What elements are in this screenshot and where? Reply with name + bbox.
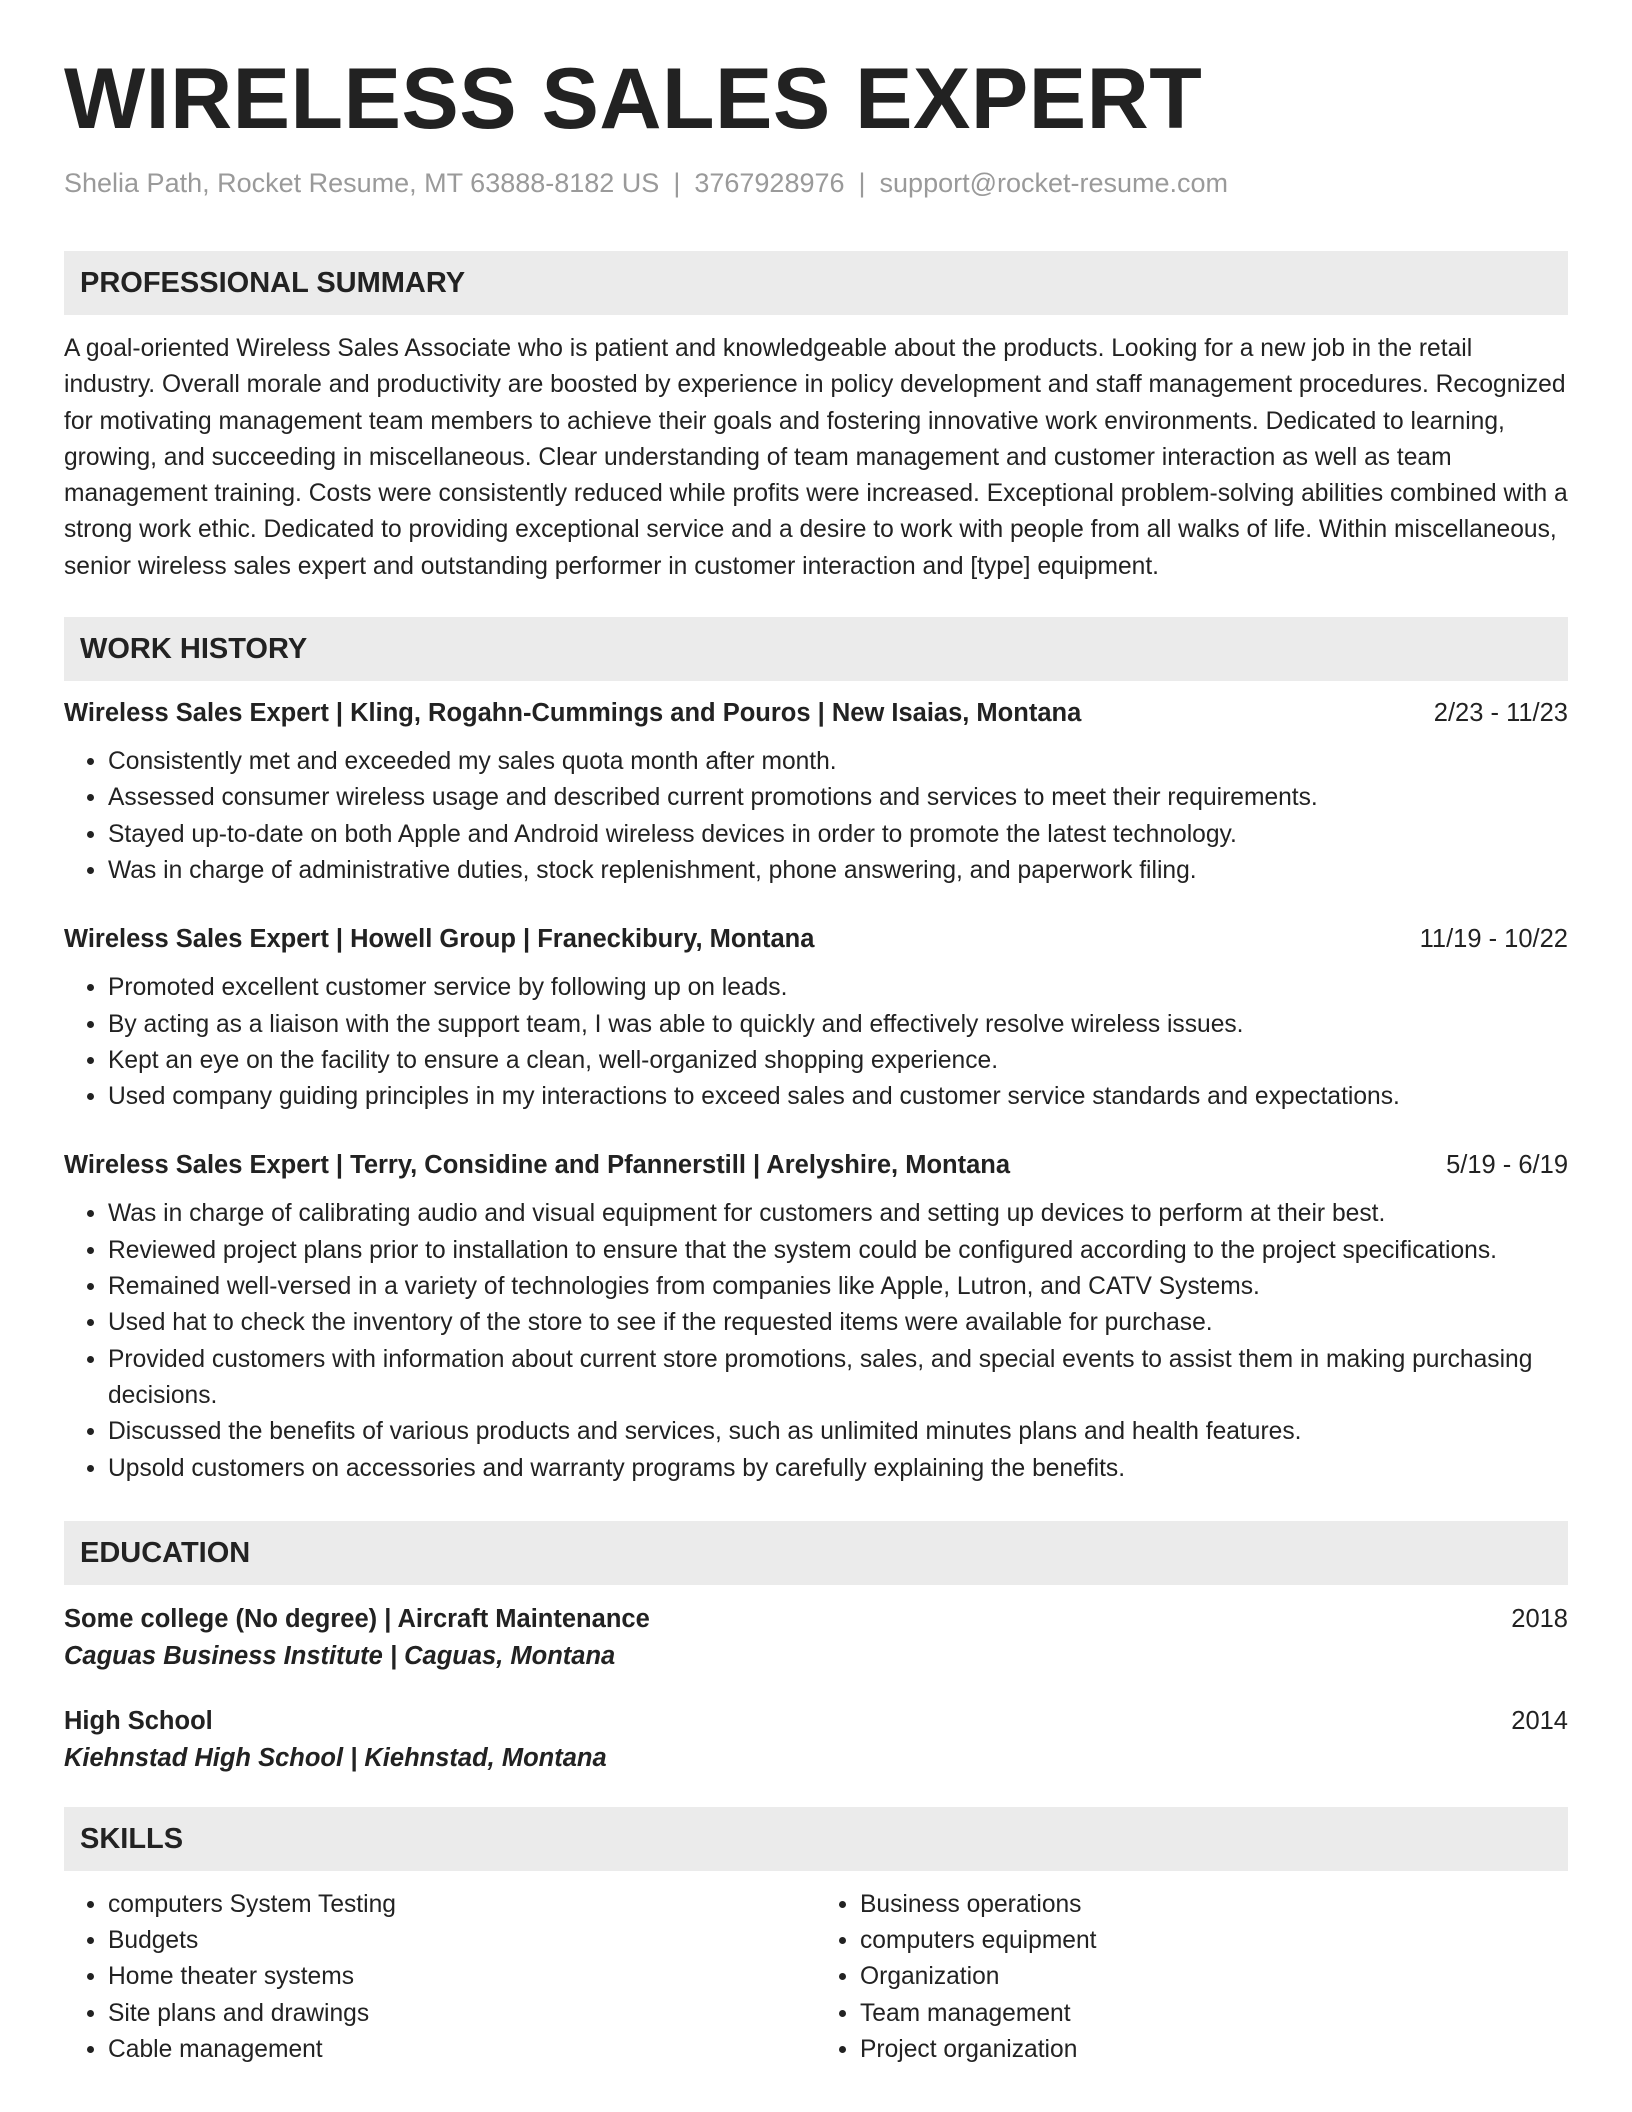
job-bullet: • Used hat to check the inventory of the store to see if the requested items were available for purchase. bbox=[108, 1305, 1568, 1341]
education-degree: Some college (No degree) | Aircraft Maintenance bbox=[64, 1604, 650, 1633]
job-bullet: • Stayed up-to-date on both Apple and Android wireless devices in order to promote the latest technology. bbox=[108, 817, 1568, 853]
skill-item: • Project organization bbox=[860, 2032, 1568, 2068]
job-title: Wireless Sales Expert | Terry, Considine and Pfannerstill | Arelyshire, Montana bbox=[64, 1151, 1011, 1180]
job-title: Wireless Sales Expert | Kling, Rogahn-Cummings and Pouros | New Isaias, Montana bbox=[64, 699, 1082, 728]
education-header bbox=[64, 1707, 1568, 1736]
skill-item: • Organization bbox=[860, 1959, 1568, 1995]
skill-item: • Team management bbox=[860, 1996, 1568, 2032]
skills-column-right bbox=[816, 1887, 1568, 2068]
job-bullet: • Promoted excellent customer service by following up on leads. bbox=[108, 970, 1568, 1006]
education-school: Caguas Business Institute | Caguas, Montana bbox=[64, 1641, 616, 1670]
education-header bbox=[64, 1605, 1568, 1634]
job-dates: 5/19 - 6/19 bbox=[1446, 1151, 1568, 1180]
job-bullets bbox=[64, 1196, 1568, 1486]
job-bullet: • Provided customers with information about current store promotions, sales, and special events to assist them in making purchasing decisions. bbox=[108, 1342, 1568, 1415]
education-school: Kiehnstad High School | Kiehnstad, Montana bbox=[64, 1743, 607, 1772]
education-entry bbox=[64, 1707, 1568, 1773]
resume-name: WIRELESS SALES EXPERT bbox=[64, 51, 1203, 147]
job-bullets bbox=[64, 970, 1568, 1115]
job-header bbox=[64, 1151, 1568, 1180]
job-entry bbox=[64, 1151, 1568, 1486]
skill-item: • computers System Testing bbox=[108, 1887, 816, 1923]
education-degree: High School bbox=[64, 1706, 213, 1735]
section-heading-education: EDUCATION bbox=[64, 1521, 1568, 1585]
skill-item: • Business operations bbox=[860, 1887, 1568, 1923]
education-entry bbox=[64, 1605, 1568, 1671]
contact-address: Shelia Path, Rocket Resume, MT 63888-8182 US bbox=[64, 168, 660, 198]
job-entry bbox=[64, 925, 1568, 1115]
job-bullet: • Reviewed project plans prior to installation to ensure that the system could be configured according to the project specifications. bbox=[108, 1233, 1568, 1269]
skills-list bbox=[64, 1887, 1568, 2068]
job-bullet: • Was in charge of administrative duties, stock replenishment, phone answering, and paperwork filing. bbox=[108, 853, 1568, 889]
job-header bbox=[64, 699, 1568, 728]
job-bullet: • Was in charge of calibrating audio and visual equipment for customers and setting up devices to perform at their best. bbox=[108, 1196, 1568, 1232]
contact-email: support@rocket-resume.com bbox=[879, 168, 1229, 198]
skill-item: • computers equipment bbox=[860, 1923, 1568, 1959]
skill-item: • Budgets bbox=[108, 1923, 816, 1959]
job-bullet: • Remained well-versed in a variety of technologies from companies like Apple, Lutron, and CATV Systems. bbox=[108, 1269, 1568, 1305]
skill-item: • Home theater systems bbox=[108, 1959, 816, 1995]
contact-line bbox=[64, 168, 1568, 199]
job-bullet: • By acting as a liaison with the support team, I was able to quickly and effectively resolve wireless issues. bbox=[108, 1007, 1568, 1043]
job-bullet: • Used company guiding principles in my interactions to exceed sales and customer service standards and expectations. bbox=[108, 1079, 1568, 1115]
job-bullet: • Discussed the benefits of various products and services, such as unlimited minutes plans and health features. bbox=[108, 1414, 1568, 1450]
job-header bbox=[64, 925, 1568, 954]
summary-text: A goal-oriented Wireless Sales Associate who is patient and knowledgeable about the products. Looking for a new job in the retail industry. Overall morale and productivity are boosted by experience in policy development and staff management procedures. Recognized for motivating management team members to achieve their goals and fostering innovative work environments. Dedicated to learning, growing, and succeeding in miscellaneous. Clear understanding of team management and customer interaction as well as team management training. Costs were consistently reduced while profits were increased. Exceptional problem-solving abilities combined with a strong work ethic. Dedicated to providing exceptional service and a desire to work with people from all walks of life. Within miscellaneous, senior wireless sales expert and outstanding performer in customer interaction and [type] equipment. bbox=[64, 335, 1568, 580]
job-entry bbox=[64, 699, 1568, 889]
job-dates: 11/19 - 10/22 bbox=[1419, 925, 1568, 954]
job-dates: 2/23 - 11/23 bbox=[1433, 699, 1568, 728]
contact-phone: 3767928976 bbox=[694, 168, 845, 198]
skill-item: • Site plans and drawings bbox=[108, 1996, 816, 2032]
contact-separator: | bbox=[858, 168, 866, 198]
education-year: 2014 bbox=[1511, 1706, 1568, 1735]
education-year: 2018 bbox=[1511, 1604, 1568, 1633]
job-bullet: • Kept an eye on the facility to ensure a clean, well-organized shopping experience. bbox=[108, 1043, 1568, 1079]
contact-separator: | bbox=[673, 168, 681, 198]
job-bullet: • Upsold customers on accessories and warranty programs by carefully explaining the benefits. bbox=[108, 1451, 1568, 1487]
skill-item: • Cable management bbox=[108, 2032, 816, 2068]
job-bullets bbox=[64, 744, 1568, 889]
section-heading-skills: SKILLS bbox=[64, 1807, 1568, 1871]
skills-column-left bbox=[64, 1887, 816, 2068]
job-title: Wireless Sales Expert | Howell Group | Franeckibury, Montana bbox=[64, 925, 815, 954]
section-heading-summary: PROFESSIONAL SUMMARY bbox=[64, 251, 1568, 315]
job-bullet: • Consistently met and exceeded my sales quota month after month. bbox=[108, 744, 1568, 780]
section-heading-work-history: WORK HISTORY bbox=[64, 617, 1568, 681]
job-bullet: • Assessed consumer wireless usage and described current promotions and services to meet their requirements. bbox=[108, 780, 1568, 816]
